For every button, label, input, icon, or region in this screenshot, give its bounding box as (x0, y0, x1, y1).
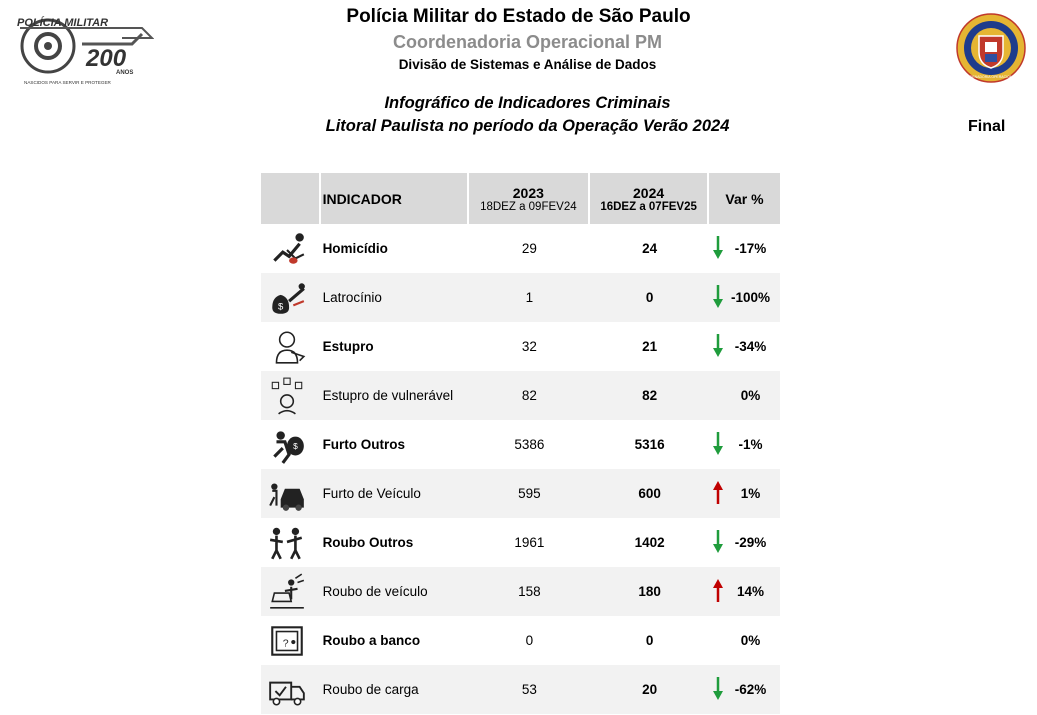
variation-value: -34% (734, 339, 767, 354)
row-icon-cell (261, 322, 321, 371)
value-2023: 5386 (514, 437, 545, 452)
value-2024: 20 (590, 665, 709, 714)
table-row (261, 273, 780, 322)
variation-value: 1% (740, 486, 761, 501)
header-year-2024 (590, 173, 709, 224)
value-2023: 595 (469, 469, 591, 518)
estupro-vulneravel-icon (267, 376, 307, 416)
furto-outros-icon (267, 425, 307, 465)
value-2024: 0 (645, 633, 654, 648)
header-y2-period: 16DEZ a 07FEV25 (600, 200, 697, 213)
table-row (261, 469, 780, 518)
homicide-icon (267, 229, 307, 269)
indicator-label: Furto de Veículo (321, 469, 469, 518)
arrow-down-icon (713, 676, 723, 702)
table-row (261, 322, 780, 371)
latrocinio-icon (267, 278, 307, 318)
variation-value: -1% (738, 437, 763, 452)
indicator-label: Estupro (322, 339, 374, 354)
variation-cell (709, 518, 780, 567)
indicators-table (261, 173, 780, 714)
table-row (261, 665, 780, 714)
logo-tagline-text: NASCIDOS PARA SERVIR E PROTEGER (24, 80, 111, 85)
variation-value: -100% (730, 290, 771, 305)
row-icon-cell (261, 518, 321, 567)
value-2023: 29 (521, 241, 537, 256)
value-2023: 158 (469, 567, 591, 616)
arrow-down-icon (713, 284, 723, 310)
table-row (261, 420, 780, 469)
division-name: Divisão de Sistemas e Análise de Dados (398, 57, 657, 72)
table-row (261, 567, 780, 616)
variation-cell (709, 371, 780, 420)
page-subtitle: Coordenadoria Operacional PM (392, 32, 663, 52)
variation-cell (709, 616, 780, 665)
value-2024: 0 (590, 273, 709, 322)
variation-value: 0% (740, 633, 761, 648)
logo-main-text: POLÍCIA MILITAR (17, 17, 109, 29)
value-2023: 53 (469, 665, 591, 714)
furto-veiculo-icon (267, 474, 307, 514)
status-label: Final (968, 118, 1006, 135)
indicator-label: Roubo de carga (321, 665, 469, 714)
row-icon-cell (261, 567, 321, 616)
header-year-2023 (469, 173, 591, 224)
header-y2-label: 2024 (633, 184, 665, 201)
logo-anos-text: ANOS (116, 70, 134, 76)
variation-value: -62% (734, 682, 767, 697)
estupro-icon (267, 327, 307, 367)
arrow-up-icon (713, 578, 723, 604)
logo-years-text: 200 (86, 45, 127, 72)
variation-cell (709, 420, 780, 469)
variation-cell (709, 273, 780, 322)
value-2023: 82 (469, 371, 591, 420)
value-2024: 600 (590, 469, 709, 518)
variation-cell (709, 665, 780, 714)
table-row (261, 224, 780, 273)
variation-cell (709, 322, 780, 371)
arrow-down-icon (713, 235, 723, 261)
row-icon-cell (261, 665, 321, 714)
arrow-down-icon (713, 529, 723, 555)
indicator-label: Estupro de vulnerável (321, 371, 469, 420)
variation-cell (709, 469, 780, 518)
row-icon-cell (261, 224, 321, 273)
value-2023: 32 (521, 339, 537, 354)
indicator-label: Latrocínio (321, 273, 469, 322)
indicator-label: Homicídio (322, 241, 388, 256)
seal-text: COORDENADORIA OPERACIONAL PM (959, 75, 1023, 79)
row-icon-cell (261, 273, 321, 322)
row-icon-cell (261, 616, 321, 665)
report-title-line2: Litoral Paulista no período da Operação Verão 2024 (325, 117, 730, 135)
value-2023: 1961 (514, 535, 545, 550)
table-row (261, 616, 780, 665)
variation-cell (709, 567, 780, 616)
roubo-outros-icon (267, 523, 307, 563)
row-icon-cell (261, 469, 321, 518)
variation-cell (709, 224, 780, 273)
arrow-down-icon (713, 431, 723, 457)
indicator-label: Furto Outros (322, 437, 406, 452)
table-header-row (261, 173, 780, 224)
roubo-banco-icon (267, 621, 307, 661)
header-y1-period: 18DEZ a 09FEV24 (480, 200, 577, 213)
header-indicator: INDICADOR (321, 173, 469, 224)
roubo-veiculo-icon (267, 572, 307, 612)
indicator-label: Roubo Outros (322, 535, 414, 550)
table-row (261, 371, 780, 420)
header-var: Var % (709, 173, 780, 224)
roubo-carga-icon (267, 670, 307, 710)
value-2024: 180 (590, 567, 709, 616)
indicator-label: Roubo a banco (322, 633, 421, 648)
row-icon-cell (261, 420, 321, 469)
svg-text:?: ? (282, 636, 289, 649)
report-title-line1: Infográfico de Indicadores Criminais (384, 94, 671, 112)
page-title: Polícia Militar do Estado de São Paulo (346, 6, 691, 27)
svg-text:$: $ (278, 301, 284, 313)
value-2023: 0 (525, 633, 534, 648)
header-y1-label: 2023 (512, 184, 544, 201)
variation-value: -29% (734, 535, 767, 550)
value-2024: 1402 (634, 535, 665, 550)
value-2024: 21 (642, 339, 658, 354)
value-2024: 24 (642, 241, 658, 256)
arrow-down-icon (713, 333, 723, 359)
indicator-label: Roubo de veículo (321, 567, 469, 616)
value-2024: 5316 (634, 437, 665, 452)
variation-value: 0% (740, 388, 761, 403)
arrow-up-icon (713, 480, 723, 506)
table-row (261, 518, 780, 567)
variation-value: -17% (734, 241, 767, 256)
row-icon-cell (261, 371, 321, 420)
variation-value: 14% (736, 584, 765, 599)
header-icon-cell (261, 173, 321, 224)
value-2023: 1 (469, 273, 591, 322)
value-2024: 82 (590, 371, 709, 420)
svg-text:$: $ (293, 440, 298, 451)
